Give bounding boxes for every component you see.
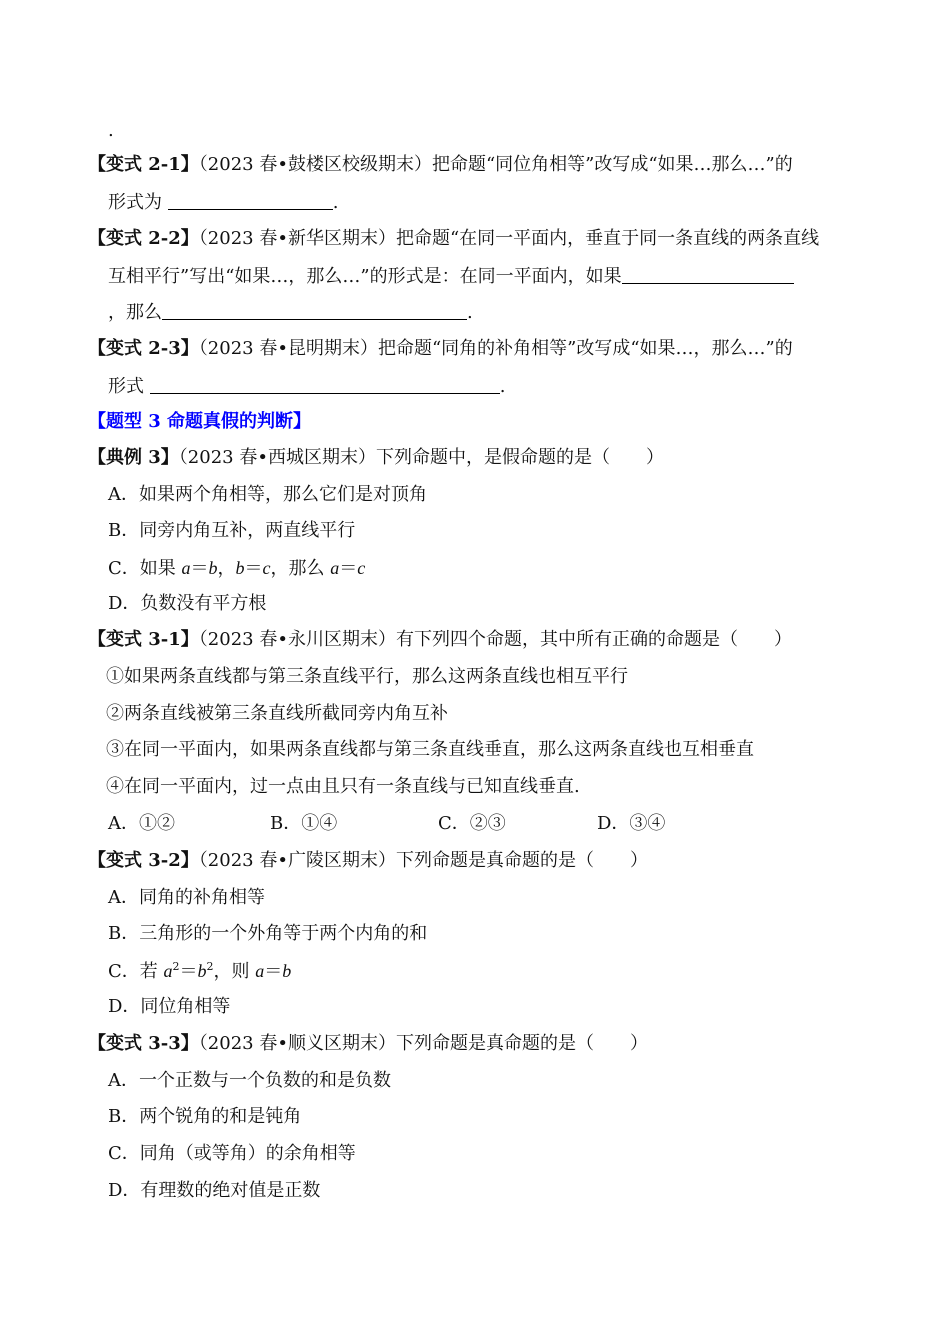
variant-2-1-stem: （2023 春•鼓楼区校级期末）把命题“同位角相等”改写成“如果…那么…”的 [198, 154, 793, 175]
answer-blank[interactable] [168, 189, 333, 210]
stray-period: . [108, 120, 114, 141]
variant-2-1-tag: 【变式 2-1】 [88, 154, 199, 175]
variant-2-2-stem: （2023 春•新华区期末）把命题“在同一平面内，垂直于同一条直线的两条直线 [198, 228, 820, 249]
variant-3-1-option-a: A．①② [108, 813, 175, 834]
variant-3-3-tag: 【变式 3-3】 [88, 1033, 199, 1054]
variant-3-1-options [0, 809, 950, 839]
variant-2-2-line-3: ，那么 . [0, 298, 950, 328]
variant-3-1-option-b: B．①④ [270, 813, 338, 834]
statement-3: ③在同一平面内，如果两条直线都与第三条直线垂直，那么这两条直线也互相垂直 [106, 739, 754, 760]
variant-3-2-stem: 【变式 3-2】（2023 春•广陵区期末）下列命题是真命题的是（ ） [88, 850, 648, 871]
variant-3-3-option-b: B．两个锐角的和是钝角 [108, 1106, 302, 1127]
variant-2-3-stem: （2023 春•昆明期末）把命题“同角的补角相等”改写成“如果…，那么…”的 [198, 338, 793, 359]
variant-2-2-tag: 【变式 2-2】 [88, 228, 199, 249]
example-3-option-d: D．负数没有平方根 [108, 593, 267, 614]
answer-blank-if[interactable] [622, 263, 794, 284]
example-3-option-a: A．如果两个角相等，那么它们是对顶角 [108, 484, 427, 505]
variant-3-2-option-b: B．三角形的一个外角等于两个内角的和 [108, 923, 428, 944]
answer-blank[interactable] [150, 373, 500, 394]
variant-2-2-line-2: 互相平行”写出“如果…，那么…”的形式是：在同一平面内，如果 [0, 262, 950, 292]
statement-2: ②两条直线被第三条直线所截同旁内角互补 [106, 703, 448, 724]
variant-3-1-option-d: D．③④ [597, 813, 666, 834]
variant-2-1-line-2: 形式为 . [0, 188, 950, 218]
variant-3-2-option-d: D．同位角相等 [108, 996, 231, 1017]
section-3-heading: 【题型 3 命题真假的判断】 [88, 411, 312, 432]
variant-3-3-stem: 【变式 3-3】（2023 春•顺义区期末）下列命题是真命题的是（ ） [88, 1033, 648, 1054]
variant-3-1-option-c: C．②③ [438, 813, 506, 834]
variant-3-2-tag: 【变式 3-2】 [88, 850, 199, 871]
answer-blank-then[interactable] [162, 299, 467, 320]
variant-3-3-option-d: D．有理数的绝对值是正数 [108, 1180, 321, 1201]
example-3-option-c: C．如果 a＝b，b＝c，那么 a＝c [108, 558, 366, 579]
variant-2-1-line-1 [0, 150, 950, 180]
variant-2-2-line-1 [0, 224, 950, 254]
variant-3-2-option-c: C．若 $a^2=b^2$，则 a＝b [108, 960, 292, 982]
example-3-tag: 【典例 3】 [88, 447, 179, 468]
example-3-stem: 【典例 3】（2023 春•西城区期末）下列命题中，是假命题的是（ ） [88, 447, 664, 468]
variant-3-1-tag: 【变式 3-1】 [88, 629, 199, 650]
example-3-option-b: B．同旁内角互补，两直线平行 [108, 520, 356, 541]
variant-3-3-option-c: C．同角（或等角）的余角相等 [108, 1143, 356, 1164]
variant-3-2-option-a: A．同角的补角相等 [108, 887, 265, 908]
variant-3-3-option-a: A．一个正数与一个负数的和是负数 [108, 1070, 391, 1091]
statement-4: ④在同一平面内，过一点由且只有一条直线与已知直线垂直. [106, 776, 580, 797]
variant-2-3-tag: 【变式 2-3】 [88, 338, 199, 359]
statement-1: ①如果两条直线都与第三条直线平行，那么这两条直线也相互平行 [106, 666, 628, 687]
variant-2-3-line-2: 形式 . [0, 372, 950, 402]
variant-2-3-line-1 [0, 334, 950, 364]
variant-3-1-stem: 【变式 3-1】（2023 春•永川区期末）有下列四个命题，其中所有正确的命题是（ ） [88, 629, 792, 650]
